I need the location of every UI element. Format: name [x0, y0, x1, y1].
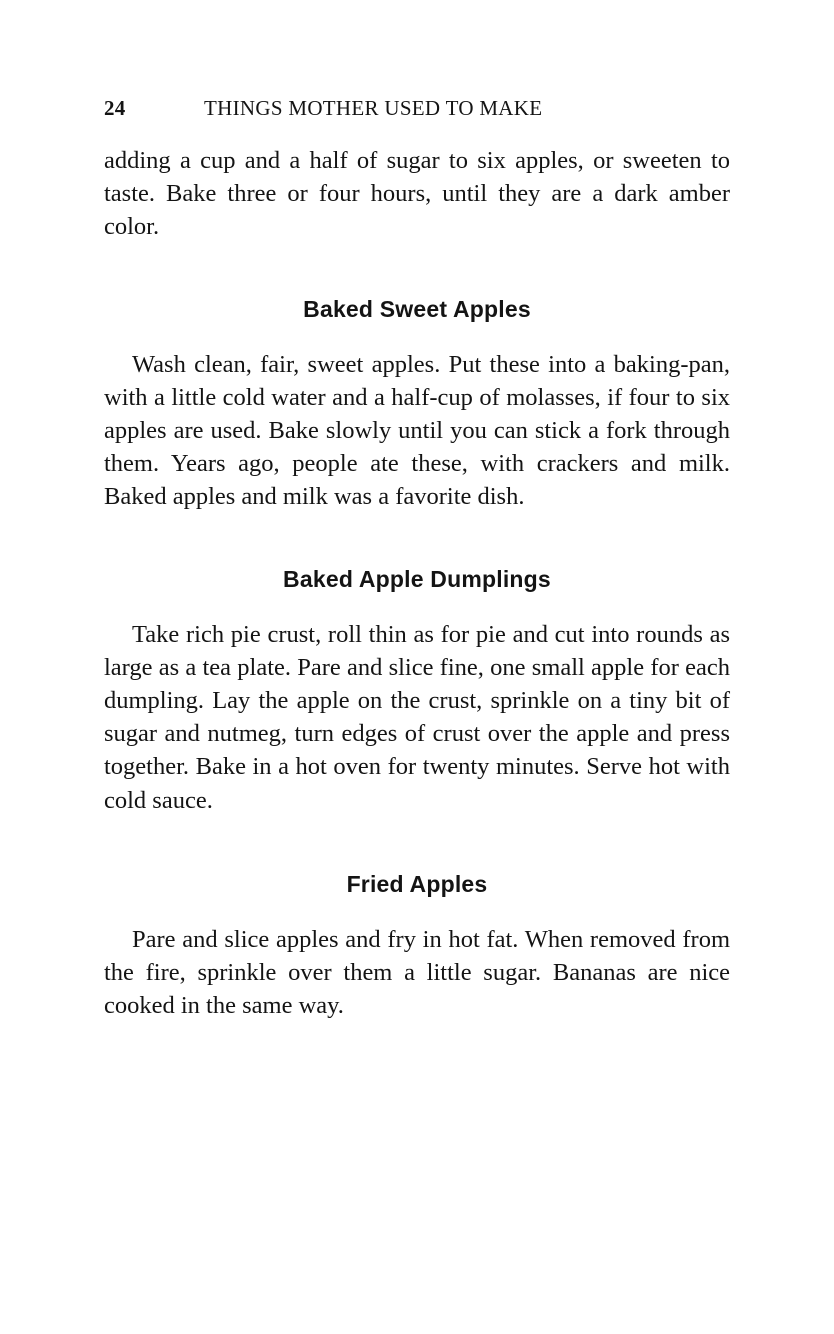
section-text-baked-apple-dumplings: Take rich pie crust, roll thin as for pie and cut into rounds as large as a tea plate. Pare and slice fine, one small apple for each dumpling. Lay the apple on the crust, sprinkle on a tiny bit of sugar and nutmeg, turn edges of crust over the apple and press together. Bake in a hot oven for twenty minutes. Serve hot with cold sauce.	[104, 620, 730, 814]
running-header	[104, 96, 730, 130]
running-title: THINGS MOTHER USED TO MAKE	[204, 96, 543, 120]
section-title-baked-apple-dumplings: Baked Apple Dumplings	[283, 565, 551, 592]
section-title-baked-sweet-apples: Baked Sweet Apples	[303, 295, 531, 322]
page-number: 24	[104, 96, 126, 120]
section-text-baked-sweet-apples: Wash clean, fair, sweet apples. Put these into a baking-pan, with a little cold water and a half-cup of molasses, if four to six apples are used. Bake slowly until you can stick a fork through them. Years ago, people ate these, with crackers and milk. Baked apples and milk was a favorite dish.	[104, 350, 730, 511]
book-page	[104, 96, 730, 1022]
section-text-fried-apples: Pare and slice apples and fry in hot fat. When removed from the fire, sprinkle over them a little sugar. Bananas are nice cooked in the same way.	[104, 925, 730, 1020]
continuation-paragraph: adding a cup and a half of sugar to six apples, or sweeten to taste. Bake three or four hours, until they are a dark amber color.	[104, 147, 730, 241]
section-title-fried-apples: Fried Apples	[346, 870, 488, 897]
